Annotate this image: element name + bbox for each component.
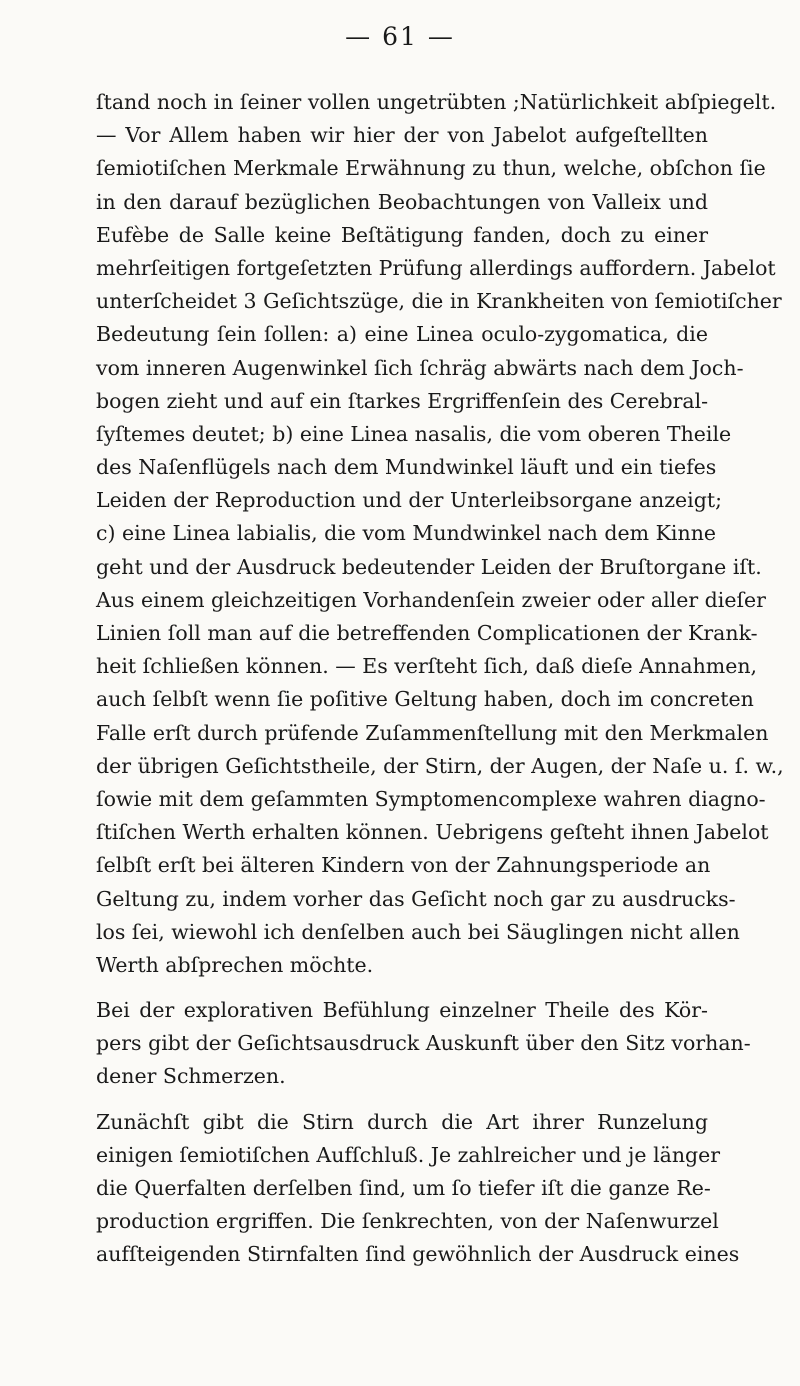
- paragraph: [96, 994, 751, 1094]
- text-line: Geltung zu, indem vorher das Geſicht noch gar zu ausdrucks-: [96, 886, 736, 911]
- text-line: die Querfalten derſelben ſind, um ſo tiefer iſt die ganze Re-: [96, 1176, 711, 1200]
- text-line: Eufèbe de Salle keine Beſtätigung fanden, doch zu einer: [96, 222, 708, 247]
- text-line: Leiden der Reproduction und der Unterleibsorgane anzeigt;: [96, 488, 723, 513]
- text-line: dener Schmerzen.: [96, 1064, 286, 1089]
- text-line: mehrſeitigen fortgeſetzten Prüfung allerdings auffordern. Jabelot: [96, 255, 776, 280]
- text-line: Falle erſt durch prüfende Zuſammenſtellung mit den Merkmalen: [96, 720, 769, 745]
- text-line: vom inneren Augenwinkel ſich ſchräg abwärts nach dem Joch-: [96, 355, 744, 380]
- text-line: der übrigen Geſichtstheile, der Stirn, der Augen, der Naſe u. ſ. w.,: [96, 753, 784, 778]
- text-line: auch ſelbſt wenn ſie poſitive Geltung haben, doch im concreten: [96, 687, 754, 712]
- text-line: unterſcheidet 3 Geſichtszüge, die in Krankheiten von ſemiotiſcher: [96, 289, 782, 314]
- text-line: Zunächſt gibt die Stirn durch die Art ihrer Runzelung: [96, 1109, 708, 1134]
- text-line: ſowie mit dem geſammten Symptomencomplexe wahren diagno-: [96, 786, 766, 811]
- text-line: geht und der Ausdruck bedeutender Leiden der Bruſtorgane iſt.: [96, 554, 762, 579]
- paragraph: [96, 1106, 740, 1272]
- text-line: ſtiſchen Werth erhalten können. Uebrigens geſteht ihnen Jabelot: [96, 820, 769, 845]
- text-line: ſelbſt erſt bei älteren Kindern von der Zahnungsperiode an: [96, 853, 711, 878]
- text-line: Aus einem gleichzeitigen Vorhandenſein zweier oder aller dieſer: [96, 587, 766, 612]
- text-line: bogen zieht und auf ein ſtarkes Ergriffenſein des Cerebral-: [96, 388, 709, 413]
- text-line: Linien ſoll man auf die betreffenden Complicationen der Krank-: [96, 621, 758, 645]
- text-line: Bedeutung ſein ſollen: a) eine Linea oculo-zygomatica, die: [96, 322, 708, 347]
- text-line: production ergriffen. Die ſenkrechten, von der Naſenwurzel: [96, 1209, 719, 1234]
- text-line: ſyſtemes deutet; b) eine Linea nasalis, die vom oberen Theile: [96, 421, 732, 446]
- text-line: ſtand noch in ſeiner vollen ungetrübten ;Natürlichkeit abſpiegelt.: [96, 90, 777, 114]
- text-line: — Vor Allem haben wir hier der von Jabelot aufgeſtellten: [96, 123, 708, 148]
- text-line: pers gibt der Geſichtsausdruck Auskunft über den Sitz vorhan-: [96, 1031, 751, 1056]
- text-line: los ſei, wiewohl ich denſelben auch bei Säuglingen nicht allen: [96, 919, 740, 944]
- text-line: c) eine Linea labialis, die vom Mundwinkel nach dem Kinne: [96, 521, 717, 546]
- text-line: in den darauf bezüglichen Beobachtungen von Valleix und: [96, 189, 708, 214]
- text-line: aufſteigenden Stirnfalten ſind gewöhnlich der Ausdruck eines: [96, 1242, 740, 1267]
- text-line: ſemiotiſchen Merkmale Erwähnung zu thun, welche, obſchon ſie: [96, 156, 766, 181]
- text-line: des Naſenflügels nach dem Mundwinkel läuft und ein tiefes: [96, 455, 717, 480]
- body-text: [96, 86, 784, 1272]
- text-line: heit ſchließen können. — Es verſteht ſich, daß dieſe Annahmen,: [96, 654, 758, 679]
- text-line: Bei der explorativen Befühlung einzelner Theile des Kör-: [96, 998, 708, 1023]
- page-number: — 61 —: [345, 22, 455, 51]
- text-line: Werth abſprechen möchte.: [96, 952, 374, 977]
- paragraph: [96, 86, 784, 982]
- text-line: einigen ſemiotiſchen Aufſchluß. Je zahlreicher und je länger: [96, 1142, 721, 1167]
